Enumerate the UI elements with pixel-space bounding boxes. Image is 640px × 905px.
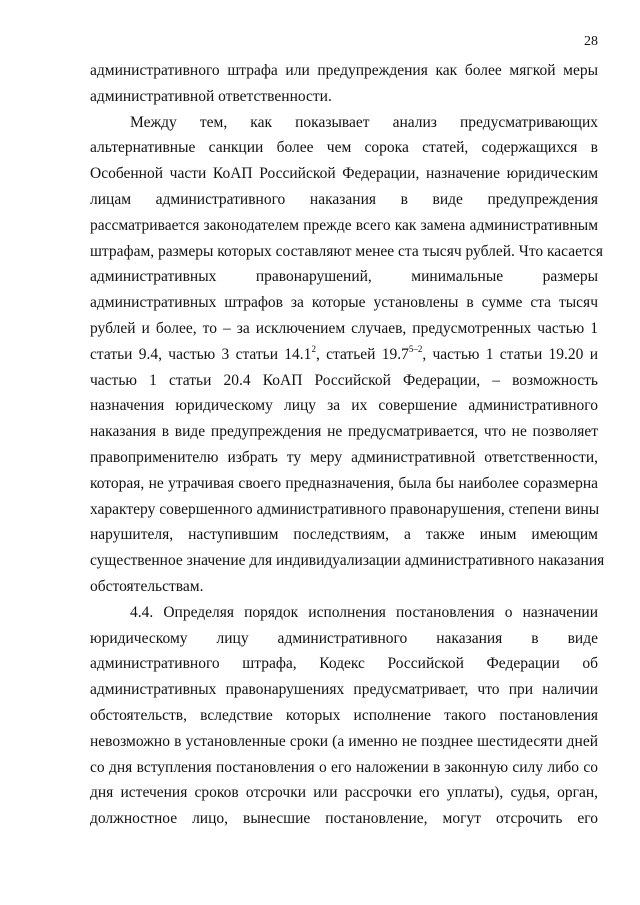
- paragraph-section-4-4: [90, 600, 598, 832]
- text-fragment: статьи 9.4, частью 3 статьи 14.1: [90, 345, 312, 363]
- text-line: нарушителя, наступившим последствиям, а также иным имеющим: [90, 526, 598, 544]
- text-line: юридическому лицу административного наказания в виде: [90, 629, 598, 647]
- text-line: обстоятельствам.: [90, 577, 204, 595]
- text-fragment: , частью 1 статьи 19.20 и: [422, 345, 598, 363]
- text-line: Особенной части КоАП Российской Федерации, назначение юридическим: [90, 165, 598, 183]
- text-line: административного штрафа или предупреждения как более мягкой меры: [90, 62, 598, 79]
- text-fragment: , статьей 19.7: [315, 345, 409, 363]
- text-line: Между тем, как показывает анализ предусматривающих: [130, 113, 598, 131]
- text-line: лицам административного наказания в виде предупреждения: [90, 190, 598, 208]
- text-line: наказания в виде предупреждения не предусматривается, что не позволяет: [90, 423, 598, 441]
- document-body: [90, 58, 605, 832]
- text-line-with-superscripts: [90, 342, 598, 368]
- superscript: 2: [311, 343, 316, 354]
- text-line: рублей и более, то – за исключением случаев, предусмотренных частью 1: [90, 319, 598, 337]
- text-line: со дня вступления постановления о его наложении в законную силу либо со: [90, 758, 598, 776]
- text-line: 4.4. Определяя порядок исполнения постановления о назначении: [130, 603, 598, 621]
- text-line: административной ответственности.: [90, 87, 332, 105]
- text-line: обстоятельств, вследствие которых исполнение такого постановления: [90, 706, 598, 724]
- text-line: административных правонарушениях предусматривает, что при наличии: [90, 681, 598, 699]
- text-line: штрафам, размеры которых составляют менее ста тысяч рублей. Что касается: [90, 242, 603, 260]
- text-line: дня истечения сроков отсрочки или рассрочки его уплаты), судья, орган,: [90, 784, 598, 802]
- text-line: невозможно в установленные сроки (а именно не позднее шестидесяти дней: [90, 732, 598, 750]
- paragraph-continuation: [90, 58, 598, 110]
- text-line: должностное лицо, вынесшие постановление, могут отсрочить его: [90, 810, 598, 828]
- text-line: административных правонарушений, минимальные размеры: [90, 268, 598, 286]
- text-line: назначения юридическому лицу за их совершение административного: [90, 397, 598, 415]
- text-line: существенное значение для индивидуализации административного наказания: [90, 552, 605, 570]
- text-line: административных штрафов за которые установлены в сумме ста тысяч: [90, 294, 598, 312]
- text-line: правоприменителю избрать ту меру административной ответственности,: [90, 448, 598, 466]
- text-line: характеру совершенного административного правонарушения, степени вины: [90, 500, 600, 518]
- superscript: 5–2: [408, 343, 423, 354]
- paragraph-analysis: [90, 110, 605, 600]
- text-line: которая, не утрачивая своего предназначения, была бы наиболее соразмерна: [90, 474, 598, 492]
- text-line: частью 1 статьи 20.4 КоАП Российской Федерации, – возможность: [90, 371, 598, 389]
- page-number: 28: [584, 34, 598, 49]
- text-line: рассматривается законодателем прежде всего как замена административным: [90, 216, 598, 234]
- text-line: альтернативные санкции более чем сорока статей, содержащихся в: [90, 139, 598, 157]
- text-line: административного штрафа, Кодекс Российской Федерации об: [90, 655, 598, 673]
